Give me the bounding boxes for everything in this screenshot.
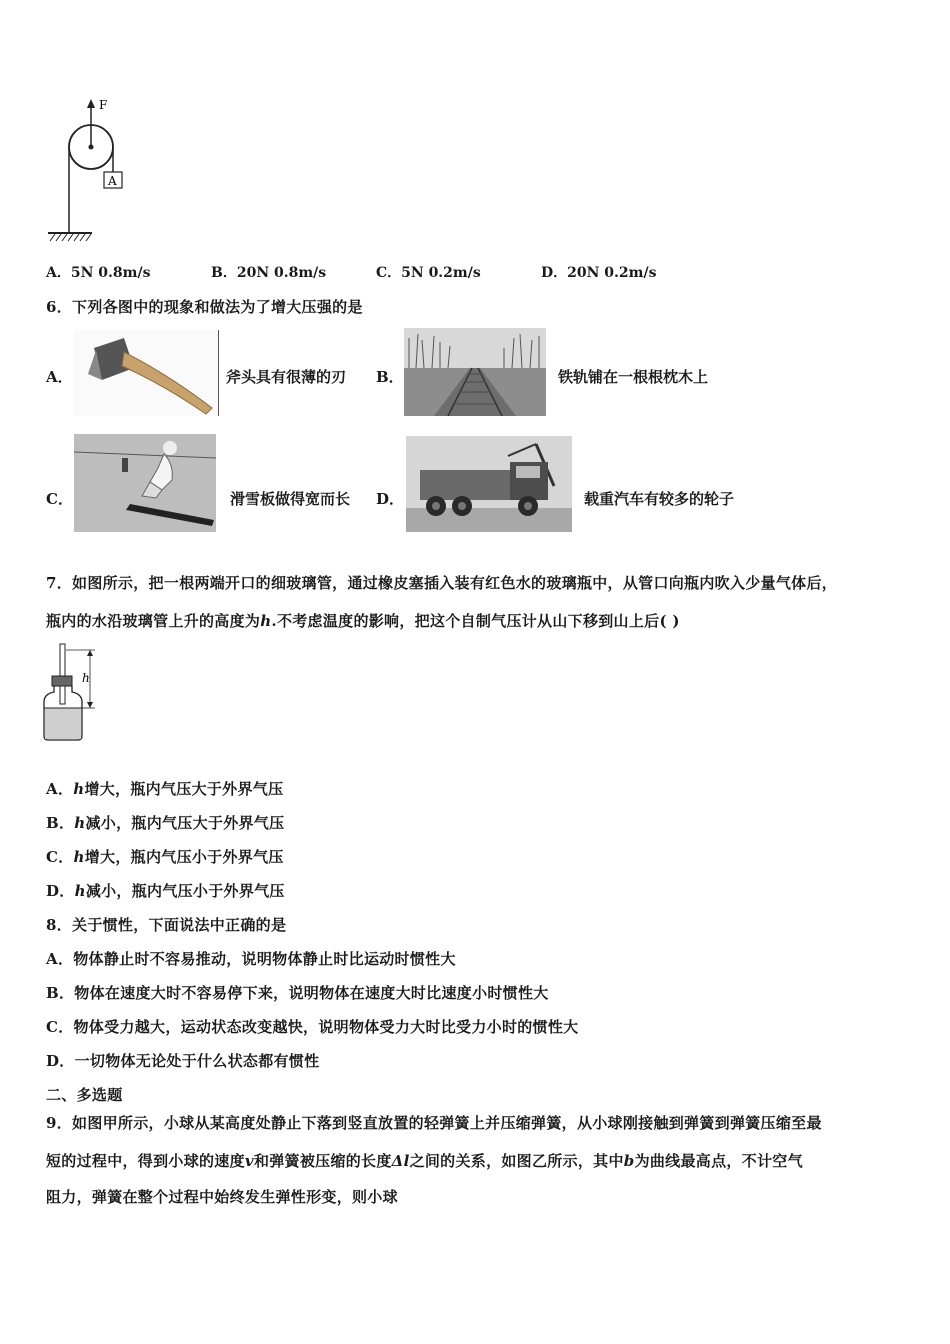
option-text: 5N 0.2m/s <box>401 265 481 281</box>
option-text: 5N 0.8m/s <box>70 265 151 281</box>
q6-option-a-letter[interactable]: A． <box>46 368 73 386</box>
stem-text: 瓶内的水沿玻璃管上升的高度为 <box>46 612 261 630</box>
truck-photo-icon <box>406 436 572 532</box>
option-text: 减小，瓶内气压大于外界气压 <box>85 814 285 832</box>
q8-option-c[interactable]: C．物体受力越大，运动状态改变越快，说明物体受力大时比受力小时的惯性大 <box>46 1018 579 1036</box>
railway-photo-icon <box>404 328 546 416</box>
option-letter: D． <box>541 265 568 281</box>
q7-option-d[interactable] <box>46 880 285 901</box>
q8-option-b[interactable]: B．物体在速度大时不容易停下来，说明物体在速度大时比速度小时惯性大 <box>46 984 549 1002</box>
q7-option-c[interactable] <box>46 846 284 867</box>
option-text: 增大，瓶内气压小于外界气压 <box>84 848 284 866</box>
q5-option-c[interactable] <box>376 262 481 282</box>
q9-line3: 阻力，弹簧在整个过程中始终发生弹性形变，则小球 <box>46 1188 398 1206</box>
option-text: 减小，瓶内气压小于外界气压 <box>85 882 285 900</box>
pulley-diagram <box>40 95 160 245</box>
q7-option-a[interactable] <box>46 778 283 799</box>
q6-option-b-letter[interactable]: B． <box>376 368 404 386</box>
q5-option-b[interactable] <box>211 262 326 282</box>
q9-line1: 9．如图甲所示，小球从某高度处静止下落到竖直放置的轻弹簧上并压缩弹簧，从小球刚接触到弹簧到弹簧压缩至最 <box>46 1114 822 1132</box>
option-letter: B． <box>46 814 75 832</box>
q7-stem-line1: 7．如图所示，把一根两端开口的细玻璃管，通过橡皮塞插入装有红色水的玻璃瓶中，从管口向瓶内吹入少量气体后， <box>46 574 838 592</box>
q5-option-d[interactable] <box>541 262 656 282</box>
snowboard-photo-icon <box>74 434 216 532</box>
q8-stem: 8．关于惯性，下面说法中正确的是 <box>46 916 287 934</box>
barometer-diagram <box>40 640 110 745</box>
q6-option-d-letter[interactable]: D． <box>376 490 405 508</box>
pulley-figure <box>40 95 160 245</box>
option-variable: h <box>73 848 85 866</box>
q6-option-c-caption: 滑雪板做得宽而长 <box>230 490 351 508</box>
option-text: 增大，瓶内气压大于外界气压 <box>84 780 284 798</box>
option-text: 20N 0.2m/s <box>567 265 657 281</box>
point-variable: b <box>623 1152 635 1170</box>
q7-option-b[interactable] <box>46 812 284 833</box>
q7-stem-line2 <box>46 610 680 631</box>
q8-option-d[interactable]: D．一切物体无论处于什么状态都有惯性 <box>46 1052 320 1070</box>
barometer-figure <box>40 640 110 745</box>
section-heading: 二、多选题 <box>46 1086 123 1104</box>
compression-variable: Δl <box>391 1152 410 1170</box>
height-label: h <box>82 671 90 685</box>
q6-option-a-caption: 斧头具有很薄的刃 <box>226 368 347 386</box>
q6-option-b-caption: 铁轨铺在一根根枕木上 <box>558 368 709 386</box>
stem-text: 短的过程中，得到小球的速度 <box>46 1152 245 1170</box>
stem-text: 之间的关系，如图乙所示，其中 <box>409 1152 624 1170</box>
option-variable: h <box>74 882 86 900</box>
q6-option-d-caption: 载重汽车有较多的轮子 <box>584 490 735 508</box>
q6-stem: 6．下列各图中的现象和做法为了增大压强的是 <box>46 298 363 316</box>
q9-line2 <box>46 1150 803 1171</box>
option-letter: D． <box>46 882 75 900</box>
axe-photo-icon <box>74 330 219 416</box>
stem-text: 和弹簧被压缩的长度 <box>253 1152 392 1170</box>
force-label: F <box>99 98 108 112</box>
option-variable: h <box>74 814 86 832</box>
option-letter: A． <box>46 265 71 281</box>
option-text: 20N 0.8m/s <box>236 265 327 281</box>
option-letter: B． <box>211 265 237 281</box>
q6-option-c-letter[interactable]: C． <box>46 490 73 508</box>
q8-option-a[interactable]: A．物体静止时不容易推动，说明物体静止时比运动时惯性大 <box>46 950 456 968</box>
block-label: A <box>108 174 117 188</box>
option-variable: h <box>73 780 85 798</box>
stem-text: 为曲线最高点，不计空气 <box>634 1152 803 1170</box>
velocity-variable: v <box>244 1152 254 1170</box>
option-letter: C． <box>376 265 402 281</box>
stem-text: .不考虑温度的影响，把这个自制气压计从山下移到山上后( ) <box>271 612 680 630</box>
option-letter: A． <box>46 780 74 798</box>
q5-option-a[interactable] <box>46 262 150 282</box>
height-variable: h <box>260 612 272 630</box>
option-letter: C． <box>46 848 74 866</box>
